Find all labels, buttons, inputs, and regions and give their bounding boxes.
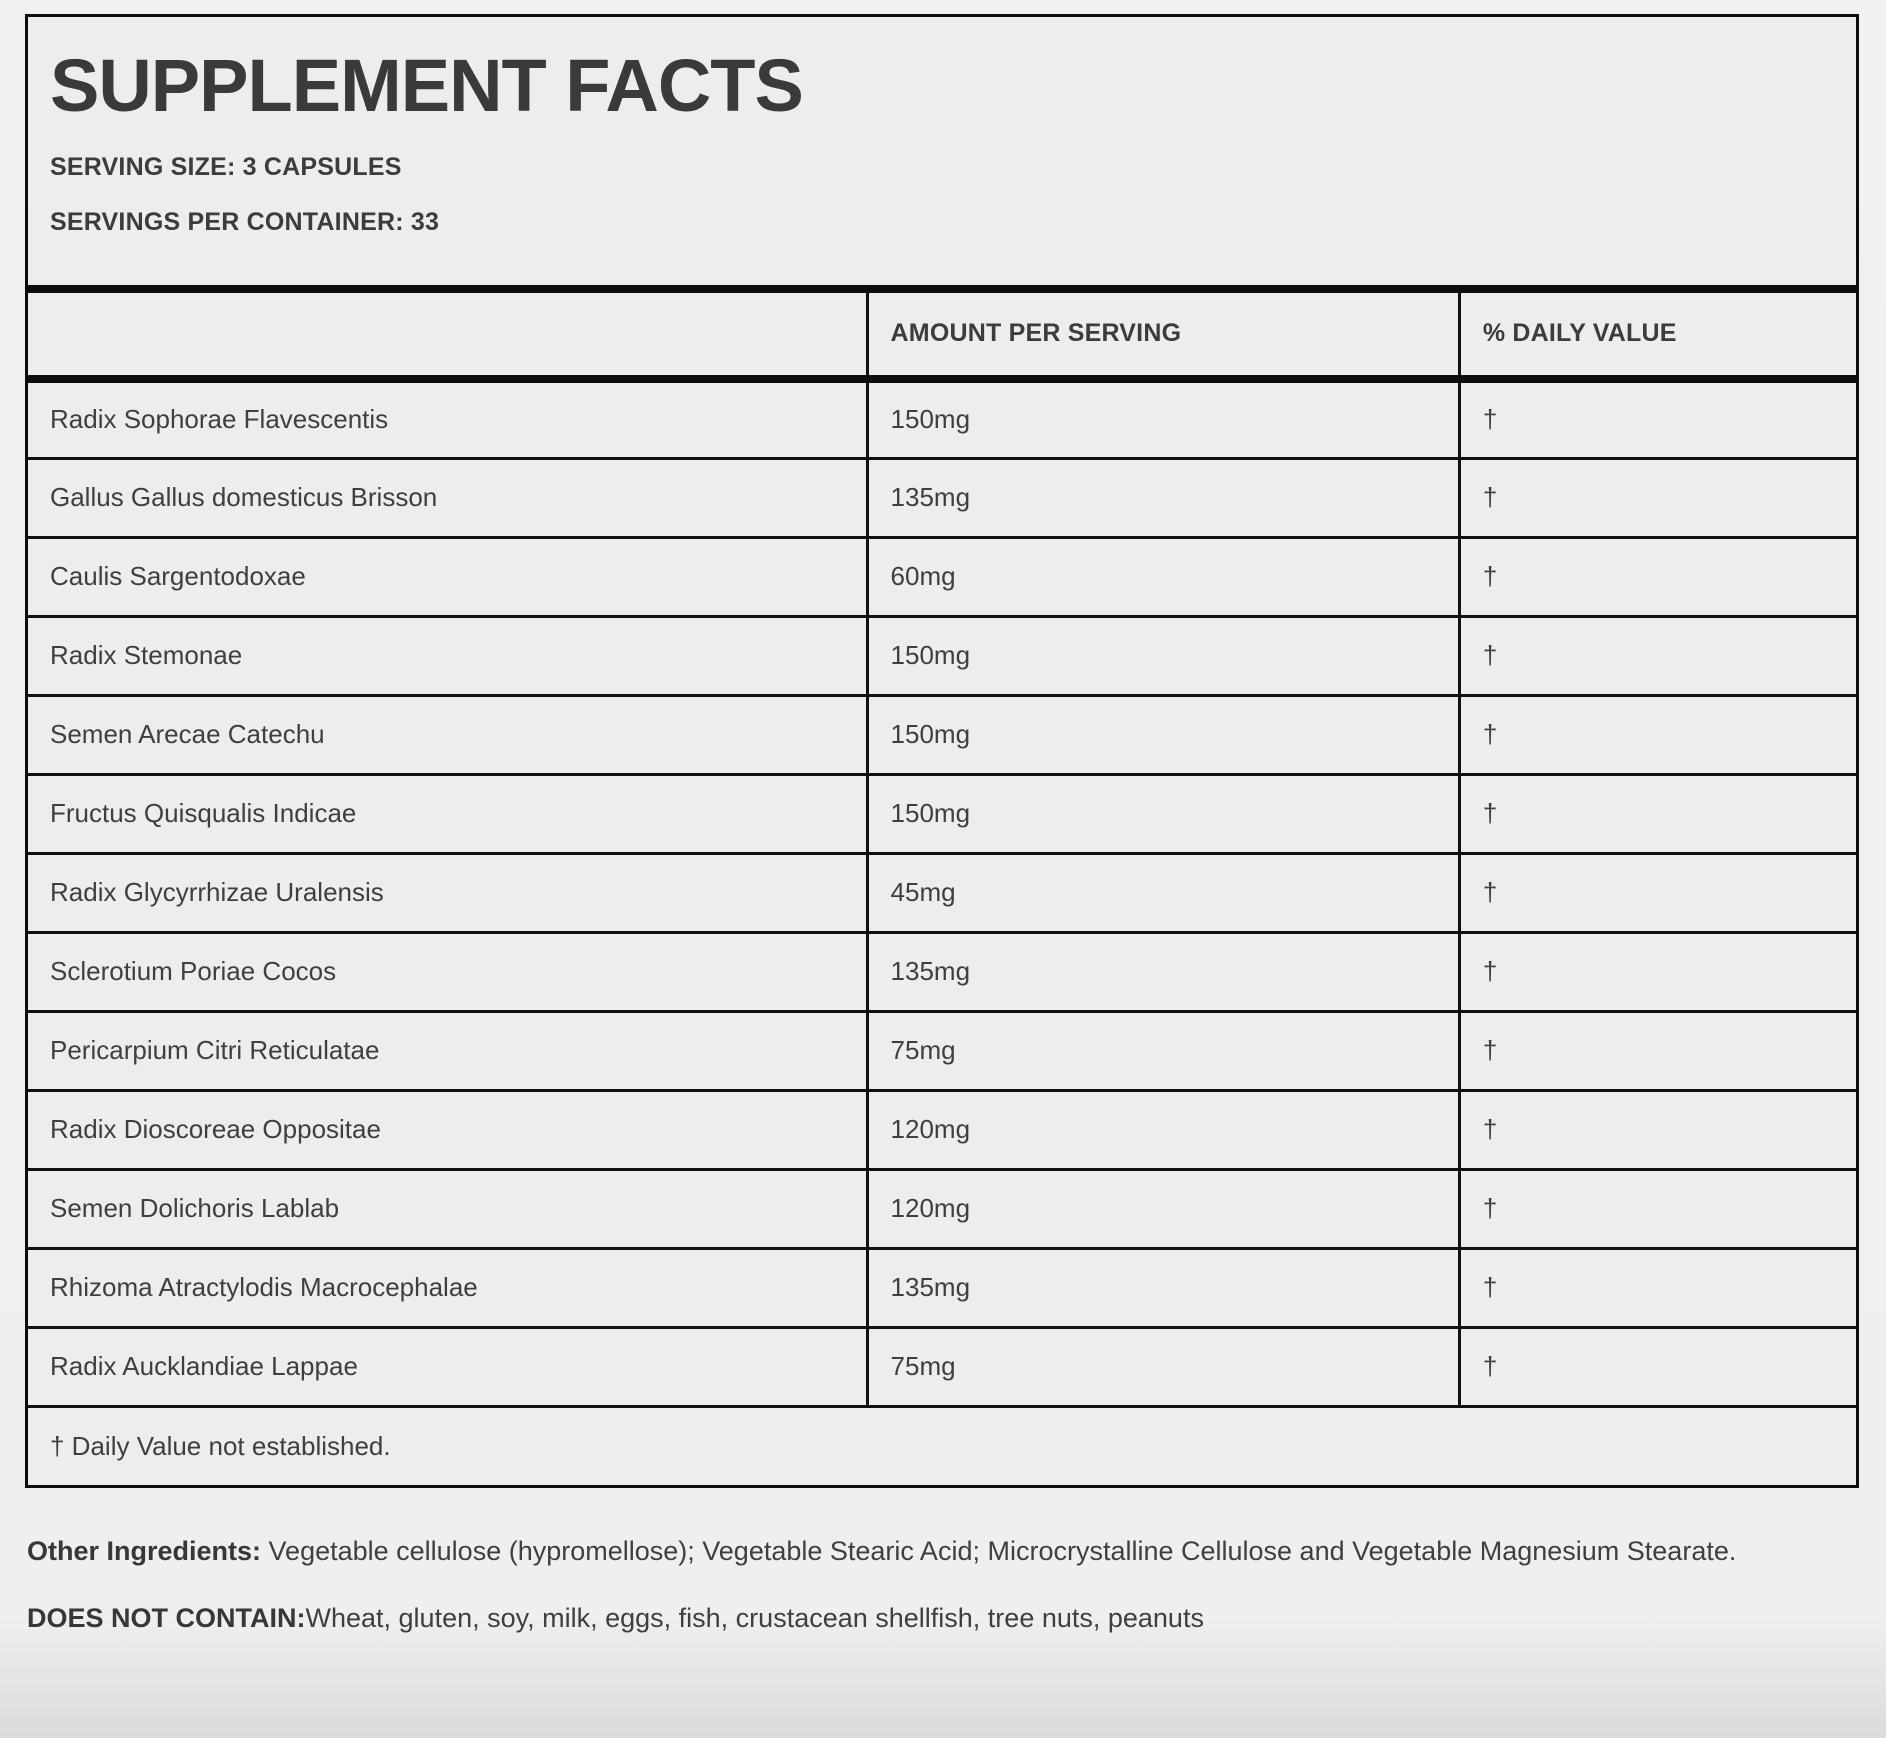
daily-value-cell: † — [1482, 482, 1498, 512]
amount-cell: 60mg — [867, 537, 1459, 616]
supplement-facts-panel — [25, 14, 1859, 1488]
servings-per-container: SERVINGS PER CONTAINER: 33 — [50, 208, 440, 236]
daily-value-footnote: † Daily Value not established. — [50, 1430, 391, 1461]
header-daily-value: % DAILY VALUE — [1482, 319, 1677, 347]
table-row — [28, 1169, 1856, 1248]
table-row — [28, 695, 1856, 774]
table-row — [28, 537, 1856, 616]
other-ingredients-text: Vegetable cellulose (hypromellose); Vegetable Stearic Acid; Microcrystalline Cellulose and Vegetable Magnesium Stearate. — [261, 1536, 1737, 1566]
daily-value-cell: † — [1482, 1035, 1498, 1065]
footnote-row — [28, 1406, 1856, 1485]
does-not-contain-label: DOES NOT CONTAIN: — [27, 1603, 306, 1633]
table-row — [28, 379, 1856, 458]
header-amount-per-serving: AMOUNT PER SERVING — [867, 289, 1459, 379]
amount-cell: 120mg — [867, 1090, 1459, 1169]
ingredient-name-cell: Radix Glycyrrhizae Uralensis — [28, 853, 867, 932]
other-ingredients-label: Other Ingredients: — [27, 1536, 262, 1566]
amount-cell: 150mg — [867, 695, 1459, 774]
amount-cell: 135mg — [867, 932, 1459, 1011]
daily-value-cell: † — [1482, 719, 1498, 749]
serving-size: SERVING SIZE: 3 CAPSULES — [50, 153, 402, 181]
daily-value-cell: † — [1482, 1351, 1498, 1381]
table-row — [28, 932, 1856, 1011]
amount-cell: 120mg — [867, 1169, 1459, 1248]
table-row — [28, 458, 1856, 537]
ingredient-name-cell: Gallus Gallus domesticus Brisson — [28, 458, 867, 537]
amount-cell: 75mg — [867, 1011, 1459, 1090]
table-row — [28, 616, 1856, 695]
daily-value-cell: † — [1482, 798, 1498, 828]
daily-value-cell: † — [1482, 956, 1498, 986]
daily-value-cell: † — [1482, 561, 1498, 591]
ingredient-name-cell: Radix Aucklandiae Lappae — [28, 1327, 867, 1406]
does-not-contain-text: Wheat, gluten, soy, milk, eggs, fish, crustacean shellfish, tree nuts, peanuts — [305, 1603, 1204, 1633]
ingredient-name-cell: Semen Arecae Catechu — [28, 695, 867, 774]
table-row — [28, 774, 1856, 853]
header-ingredient — [28, 289, 867, 379]
daily-value-cell: † — [1482, 1272, 1498, 1302]
daily-value-cell: † — [1482, 1193, 1498, 1223]
table-row — [28, 1248, 1856, 1327]
amount-cell: 135mg — [867, 458, 1459, 537]
daily-value-cell: † — [1482, 877, 1498, 907]
amount-cell: 75mg — [867, 1327, 1459, 1406]
daily-value-cell: † — [1482, 640, 1498, 670]
daily-value-cell: † — [1482, 1114, 1498, 1144]
amount-cell: 150mg — [867, 616, 1459, 695]
amount-cell: 135mg — [867, 1248, 1459, 1327]
facts-table — [28, 285, 1856, 1485]
ingredient-name-cell: Radix Sophorae Flavescentis — [28, 379, 867, 458]
ingredient-name-cell: Rhizoma Atractylodis Macrocephalae — [28, 1248, 867, 1327]
ingredient-name-cell: Sclerotium Poriae Cocos — [28, 932, 867, 1011]
other-ingredients — [27, 1536, 1886, 1567]
table-row — [28, 1090, 1856, 1169]
ingredient-name-cell: Radix Stemonae — [28, 616, 867, 695]
ingredient-name-cell: Radix Dioscoreae Oppositae — [28, 1090, 867, 1169]
table-row — [28, 853, 1856, 932]
table-row — [28, 1327, 1856, 1406]
table-header-row — [28, 289, 1856, 379]
ingredient-name-cell: Caulis Sargentodoxae — [28, 537, 867, 616]
ingredient-name-cell: Pericarpium Citri Reticulatae — [28, 1011, 867, 1090]
amount-cell: 150mg — [867, 379, 1459, 458]
table-row — [28, 1011, 1856, 1090]
ingredient-name-cell: Semen Dolichoris Lablab — [28, 1169, 867, 1248]
daily-value-cell: † — [1482, 404, 1498, 435]
page-title: SUPPLEMENT FACTS — [50, 44, 803, 127]
amount-cell: 45mg — [867, 853, 1459, 932]
ingredient-name-cell: Fructus Quisqualis Indicae — [28, 774, 867, 853]
panel-header — [28, 17, 1856, 237]
does-not-contain — [27, 1603, 1886, 1634]
amount-cell: 150mg — [867, 774, 1459, 853]
